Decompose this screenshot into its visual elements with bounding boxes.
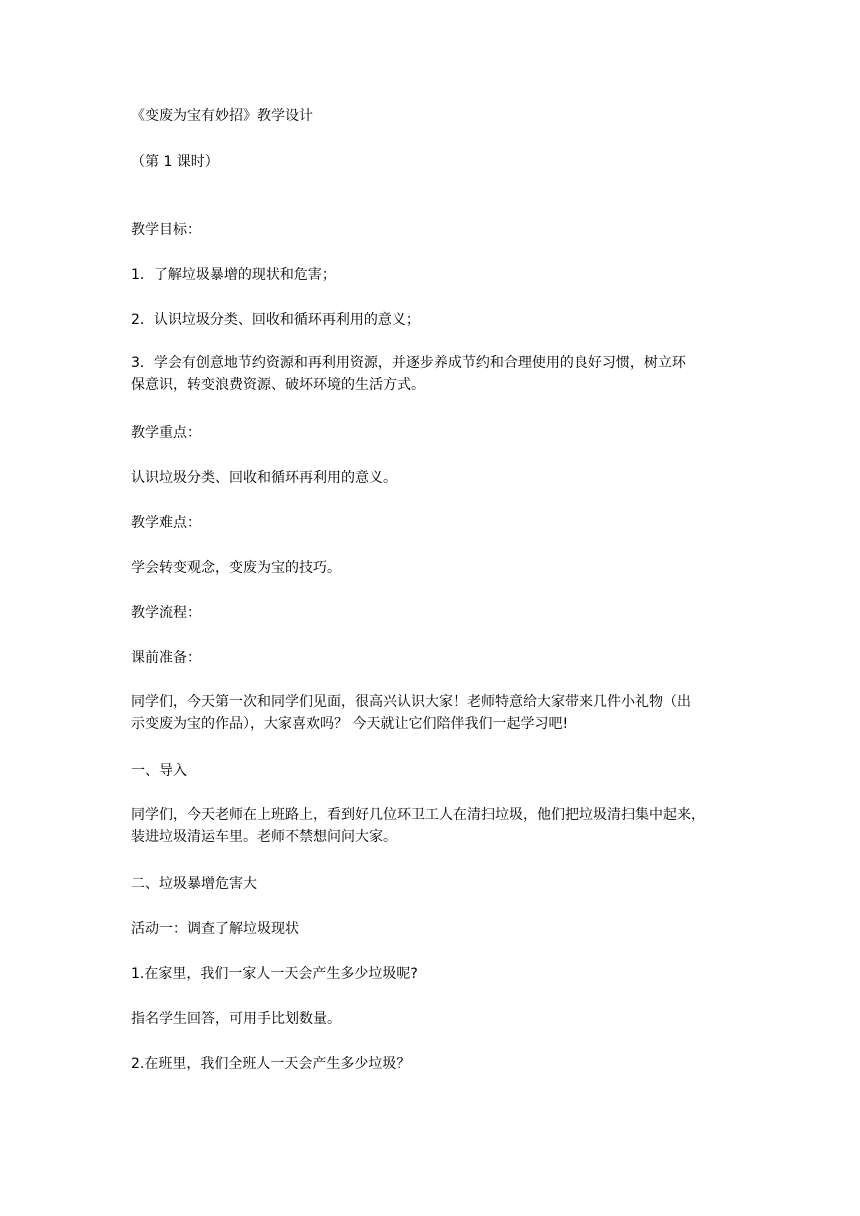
section-2-heading: 二、垃圾暴增危害大 (131, 876, 257, 892)
key-point-heading: 教学重点： (131, 425, 201, 441)
section-1-line-1: 同学们，今天老师在上班路上，看到好几位环卫工人在清扫垃圾，他们把垃圾清扫集中起来， (131, 807, 705, 823)
difficulty-text: 学会转变观念，变废为宝的技巧。 (131, 560, 341, 576)
lesson-period: （第 1 课时） (131, 154, 219, 170)
objective-item-2: 2．认识垃圾分类、回收和循环再利用的意义； (131, 312, 420, 328)
question-2: 2.在班里，我们全班人一天会产生多少垃圾？ (131, 1056, 411, 1072)
difficulty-heading: 教学难点： (131, 515, 201, 531)
objective-item-3 (131, 352, 731, 396)
objective-item-1: 1．了解垃圾暴增的现状和危害； (131, 267, 336, 283)
prep-paragraph-line-1: 同学们，今天第一次和同学们见面，很高兴认识大家！老师特意给大家带来几件小礼物（出 (131, 694, 691, 710)
document-title: 《变废为宝有妙招》教学设计 (131, 108, 313, 124)
question-1-note: 指名学生回答，可用手比划数量。 (131, 1011, 341, 1027)
key-point-text: 认识垃圾分类、回收和循环再利用的意义。 (131, 470, 397, 486)
section-1-line-2: 装进垃圾清运车里。老师不禁想问问大家。 (131, 829, 397, 845)
prep-paragraph (131, 691, 731, 735)
activity-1-heading: 活动一：调查了解垃圾现状 (131, 921, 299, 937)
process-heading: 教学流程： (131, 605, 201, 621)
section-1-paragraph (131, 804, 731, 848)
prep-heading: 课前准备： (131, 650, 201, 666)
question-1: 1.在家里，我们一家人一天会产生多少垃圾呢? (131, 966, 418, 982)
section-1-heading: 一、导入 (131, 763, 187, 779)
objective-item-3-line-1: 3．学会有创意地节约资源和再利用资源，并逐步养成节约和合理使用的良好习惯，树立环 (131, 355, 686, 371)
prep-paragraph-line-2: 示变废为宝的作品），大家喜欢吗？ 今天就让它们陪伴我们一起学习吧! (131, 716, 569, 732)
objective-item-3-line-2: 保意识，转变浪费资源、破坏环境的生活方式。 (131, 377, 425, 393)
objectives-heading: 教学目标： (131, 222, 201, 238)
